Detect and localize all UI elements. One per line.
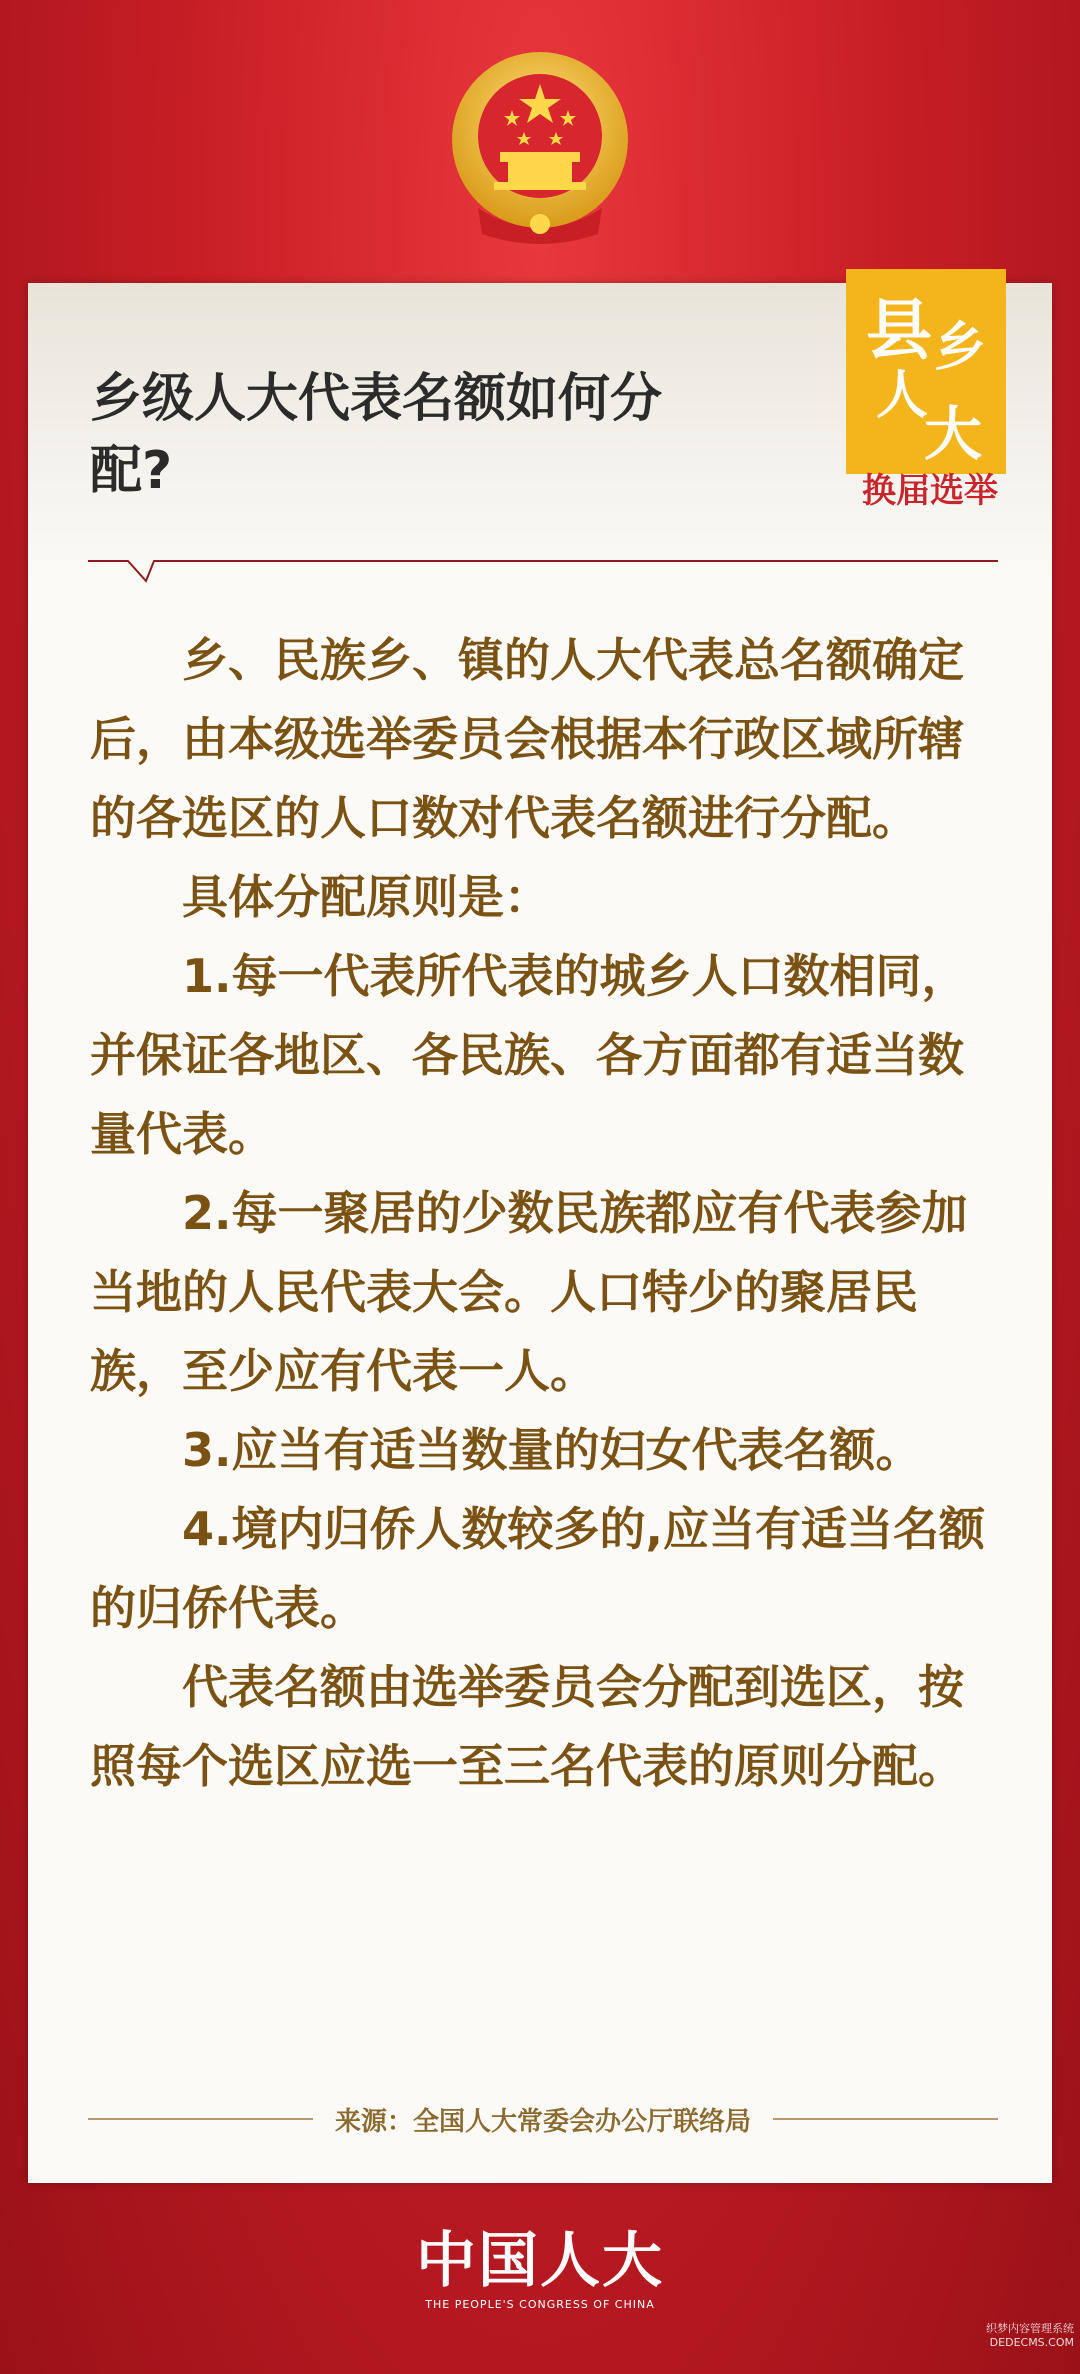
source-line-right	[773, 2118, 998, 2120]
national-emblem-icon	[448, 48, 632, 248]
badge-char-2: 乡	[934, 317, 987, 378]
source-line-left	[88, 2118, 313, 2120]
paragraph-principle-3: 3.应当有适当数量的妇女代表名额。	[182, 1423, 922, 1477]
footer-logo-en: THE PEOPLE'S CONGRESS OF CHINA	[425, 2298, 655, 2311]
footer-logo-cn: 中国人大	[416, 2226, 664, 2296]
badge-char-4: 大	[924, 400, 983, 468]
paragraph-principle-4: 4.境内归侨人数较多的,应当有适当名额的归侨代表。	[90, 1502, 985, 1635]
title-divider	[88, 557, 998, 597]
content-card	[28, 283, 1052, 2183]
paragraph-principle-1: 1.每一代表所代表的城乡人口数相同，并保证各地区、各民族、各方面都有适当数量代表。	[90, 949, 968, 1161]
badge-subtitle: 换届选举	[862, 471, 998, 511]
badge-char-3: 人	[876, 365, 929, 426]
watermark-line-2: DEDECMS.COM	[989, 2336, 1074, 2349]
paragraph-intro: 乡、民族乡、镇的人大代表总名额确定后，由本级选举委员会根据本行政区域所辖的各选区的人口数对代表名额进行分配。	[90, 633, 964, 845]
watermark	[950, 2322, 1074, 2350]
paragraph-principle-2: 2.每一聚居的少数民族都应有代表参加当地的人民代表大会。人口特少的聚居民族，至少应有代表一人。	[90, 1186, 968, 1398]
election-badge	[846, 269, 1006, 474]
paragraph-conclusion: 代表名额由选举委员会分配到选区，按照每个选区应选一至三名代表的原则分配。	[90, 1660, 964, 1793]
watermark-line-1: 织梦内容管理系统	[986, 2322, 1074, 2335]
article-body	[90, 621, 990, 1806]
source-text: 来源：全国人大常委会办公厅联络局	[335, 2106, 752, 2137]
source-row	[88, 2099, 998, 2139]
page-title: 乡级人大代表名额如何分配?	[90, 369, 663, 501]
paragraph-principles-heading: 具体分配原则是：	[182, 870, 550, 924]
footer-logo	[380, 2226, 700, 2316]
badge-char-1: 县	[866, 291, 932, 369]
